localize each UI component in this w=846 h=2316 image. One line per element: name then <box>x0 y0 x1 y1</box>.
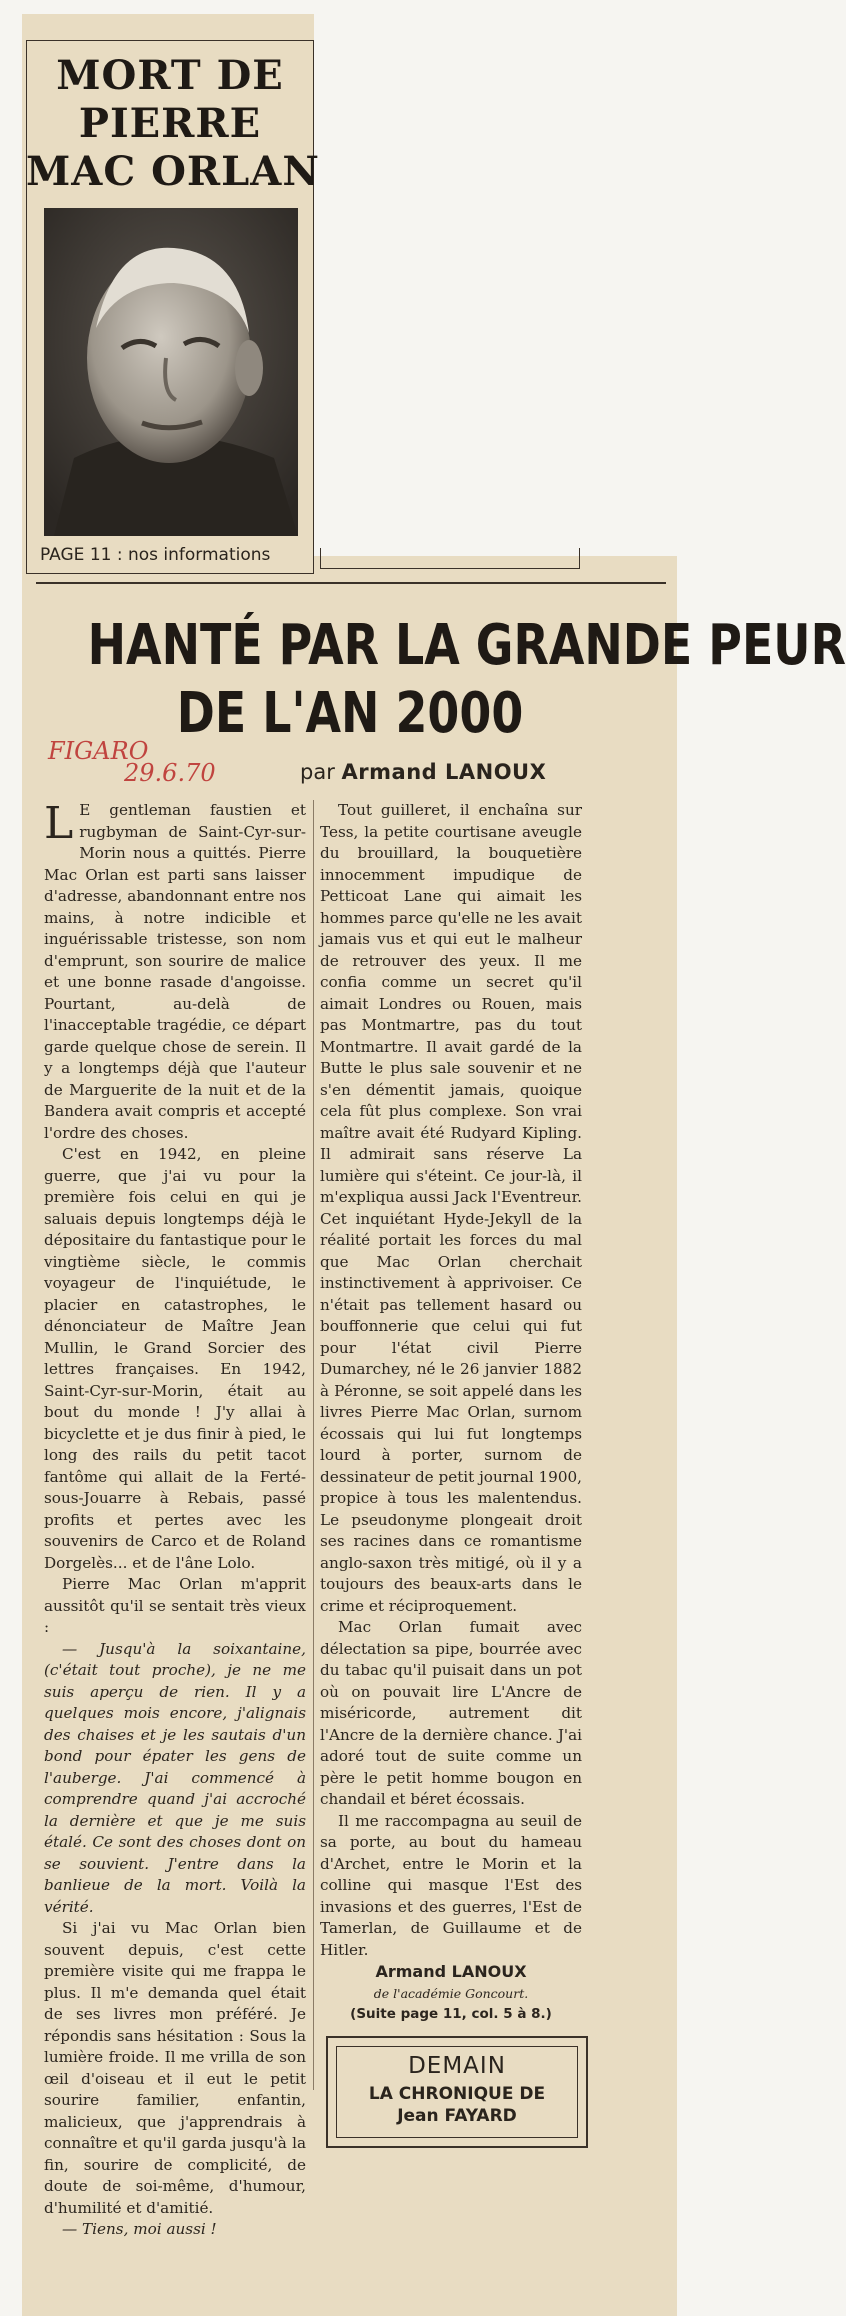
adjacent-column-box <box>320 548 580 569</box>
demain-chronicle: LA CHRONIQUE DE <box>368 2084 546 2104</box>
paragraph-quote: — Tiens, moi aussi ! <box>62 2220 217 2238</box>
article-column-right <box>320 800 582 2026</box>
demain-title: DEMAIN <box>408 2053 506 2079</box>
portrait-photo <box>44 208 298 536</box>
obituary-headline-line: MAC ORLAN <box>26 148 320 195</box>
paragraph: C'est en 1942, en pleine guerre, que j'ai vu pour la première fois celui en qui je saluais depuis longtemps déjà le dépositaire du fantastique pour le vingtième siècle, le commis voyageur de l'inquiétude, le placier en catastrophes, le dénonciateur de Maître Jean Mullin, le Grand Sorcier des lettres françaises. En 1942, Saint-Cyr-sur-Morin, était au bout du monde ! J'y allai à bicyclette et je dus finir à pied, le long des rails du petit tacot fantôme qui allait de la Ferté-sous-Jouarre à Rebais, passé profits et pertes avec les souvenirs de Carco et de Roland Dorgelès... et de l'âne Lolo. <box>44 1145 306 1572</box>
column-divider <box>313 800 314 2090</box>
paragraph: Il me raccompagna au seuil de sa porte, au bout du hameau d'Archet, entre le Morin et la colline qui masque l'Est des invasions et des guerres, l'Est de Tamerlan, de Guillaume et de Hitler. <box>320 1811 582 1959</box>
page-reference: PAGE 11 : nos informations <box>40 545 271 565</box>
demain-author: Jean FAYARD <box>397 2106 517 2126</box>
article-title-line: DE L'AN 2000 <box>176 681 524 746</box>
article-title <box>87 612 846 748</box>
byline <box>300 760 670 784</box>
paragraph: Si j'ai vu Mac Orlan bien souvent depuis, c'est cette première visite qui me frappa le plus. Il m'e demanda quel était de ses livres mon préféré. Je répondis sans hésitation : Sous la lumière froide. Il me vrilla de son œil d'oiseau et il eut le petit sourire familier, enfantin, malicieux, que j'apprendrais à connaître et qu'il garda jusqu'à la fin, sourire de complicité, de doute de soi-même, d'humour, d'humilité et d'amitié. <box>44 1919 306 2217</box>
paragraph: Mac Orlan fumait avec délectation sa pipe, bourrée avec du tabac qu'il puisait dans un pot où on pouvait lire L'Ancre de miséricorde, autrement dit l'Ancre de la dernière chance. J'ai adoré tout de suite comme un père le petit homme bougon en chandail et béret écossais. <box>320 1618 582 1808</box>
article-column-left <box>44 800 306 2241</box>
drop-cap: L <box>44 798 74 849</box>
paragraph-quote: — Jusqu'à la soixantaine, (c'était tout proche), je ne me suis aperçu de rien. Il y a quelques mois encore, j'alignais des chaises et je les sautais d'un bond pour épater les gens de l'auberge. J'ai commencé à comprendre quand j'ai accroché la dernière et que je me suis étalé. Ce sont des choses dont on se souvient. J'entre dans la banlieue de la mort. Voilà la vérité. <box>44 1639 306 1916</box>
portrait-image <box>44 208 298 536</box>
paragraph: Pierre Mac Orlan m'apprit aussitôt qu'il se sentait très vieux : <box>44 1575 306 1636</box>
article-title-line: HANTÉ PAR LA GRANDE PEUR <box>87 613 846 678</box>
signature: Armand LANOUX <box>375 1962 527 1981</box>
obituary-headline <box>26 52 320 196</box>
paragraph: Tout guilleret, il enchaîna sur Tess, la petite courtisane aveugle du brouillard, la bouquetière innocemment impudique de Petticoat Lane qui aimait les hommes parce qu'elle ne les avait jamais vus et qui eut le malheur de retrouver des yeux. Il me confia comme un secret qu'il aimait Londres ou Rouen, mais pas Montmartre, pas du tout Montmartre. Il avait gardé de la Butte le plus sale souvenir et ne s'en démentit jamais, quoique cela fût plus complexe. Son vrai maître avait été Rudyard Kipling. Il admirait sans réserve La lumière qui s'éteint. Ce jour-là, il m'expliqua aussi Jack l'Eventreur. Cet inquiétant Hyde-Jekyll de la réalité portait les forces du mal que Mac Orlan cherchait instinctivement à apprivoiser. Ce n'était pas tellement hasard ou bouffonnerie que celui qui fut pour l'état civil Pierre Dumarchey, né le 26 janvier 1882 à Péronne, se soit appelé dans les livres Pierre Mac Orlan, surnom écossais qui lui fut longtemps lourd à porter, surnom de dessinateur de petit journal 1900, propice à tous les malentendus. Le pseudonyme plongeait droit ses racines dans ce romantisme anglo-saxon très mitigé, où il y a toujours des beaux-arts dans le crime et réciproquement. <box>320 801 582 1615</box>
paragraph-text: E gentleman faustien et rugbyman de Saint-Cyr-sur-Morin nous a quittés. Pierre Mac Orlan est parti sans laisser d'adresse, abandonnant entre nos mains, à notre indicible et inguérissable tristesse, son nom d'emprunt, son sourire de malice et une bonne rasade d'angoisse. Pourtant, au-delà de l'inacceptable tragédie, ce départ garde quelque chose de serein. Il y a longtemps déjà que l'auteur de Marguerite de la nuit et de la Bandera avait compris et accepté l'ordre des choses. <box>44 801 306 1142</box>
demain-box <box>326 2036 588 2148</box>
continuation-note: (Suite page 11, col. 5 à 8.) <box>350 2006 552 2022</box>
obituary-headline-line: MORT DE <box>56 52 284 99</box>
byline-author: Armand LANOUX <box>341 760 547 784</box>
obituary-headline-line: PIERRE <box>78 100 262 147</box>
paragraph <box>44 800 306 1144</box>
handwritten-date: 29.6.70 <box>124 759 216 787</box>
byline-prefix: par <box>300 760 335 784</box>
signature-affiliation: de l'académie Goncourt. <box>373 1985 529 2001</box>
demain-inner-frame <box>336 2046 578 2138</box>
separator-rule <box>36 582 666 584</box>
handwritten-source: FIGARO <box>48 737 149 765</box>
